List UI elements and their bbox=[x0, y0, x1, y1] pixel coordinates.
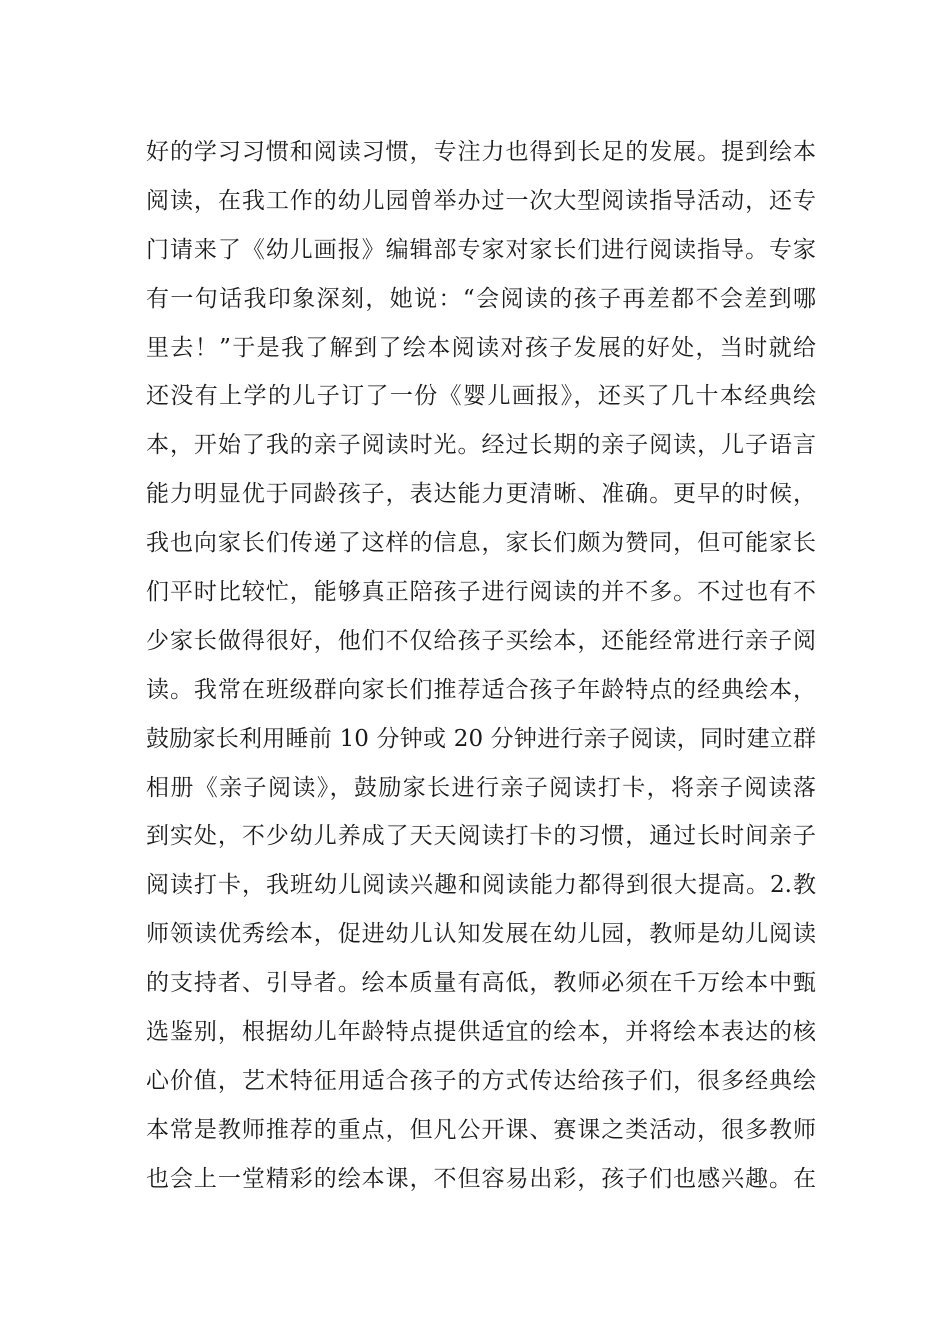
text-line: 还没有上学的儿子订了一份《婴儿画报》，还买了几十本经典绘 bbox=[146, 383, 816, 410]
text-line: 师领读优秀绘本，促进幼儿认知发展在幼儿园，教师是幼儿阅读 bbox=[146, 921, 816, 948]
text-line: 阅读打卡，我班幼儿阅读兴趣和阅读能力都得到很大提高。2.教 bbox=[146, 872, 816, 899]
body-paragraph bbox=[146, 128, 816, 1204]
text-line: 本，开始了我的亲子阅读时光。经过长期的亲子阅读，儿子语言 bbox=[146, 432, 816, 459]
text-line: 选鉴别，根据幼儿年龄特点提供适宜的绘本，并将绘本表达的核 bbox=[146, 1019, 816, 1046]
text-line: 本常是教师推荐的重点，但凡公开课、赛课之类活动，很多教师 bbox=[146, 1116, 816, 1143]
text-line: 读。我常在班级群向家长们推荐适合孩子年龄特点的经典绘本， bbox=[146, 676, 816, 703]
text-line: 门请来了《幼儿画报》编辑部专家对家长们进行阅读指导。专家 bbox=[146, 236, 816, 263]
text-line: 里去！”于是我了解到了绘本阅读对孩子发展的好处，当时就给 bbox=[146, 334, 816, 361]
text-line: 有一句话我印象深刻，她说：“会阅读的孩子再差都不会差到哪 bbox=[146, 285, 816, 312]
text-line: 们平时比较忙，能够真正陪孩子进行阅读的并不多。不过也有不 bbox=[146, 579, 816, 606]
text-line: 也会上一堂精彩的绘本课，不但容易出彩，孩子们也感兴趣。在 bbox=[146, 1165, 816, 1192]
text-line: 心价值，艺术特征用适合孩子的方式传达给孩子们，很多经典绘 bbox=[146, 1067, 816, 1094]
text-line: 到实处，不少幼儿养成了天天阅读打卡的习惯，通过长时间亲子 bbox=[146, 823, 816, 850]
text-line: 好的学习习惯和阅读习惯，专注力也得到长足的发展。提到绘本 bbox=[146, 139, 816, 165]
text-line: 的支持者、引导者。绘本质量有高低，教师必须在千万绘本中甄 bbox=[146, 970, 816, 997]
text-line: 相册《亲子阅读》，鼓励家长进行亲子阅读打卡，将亲子阅读落 bbox=[146, 774, 816, 801]
text-line: 阅读，在我工作的幼儿园曾举办过一次大型阅读指导活动，还专 bbox=[146, 187, 816, 214]
text-line: 我也向家长们传递了这样的信息，家长们颇为赞同，但可能家长 bbox=[146, 530, 816, 557]
text-line: 少家长做得很好，他们不仅给孩子买绘本，还能经常进行亲子阅 bbox=[146, 627, 816, 654]
text-line: 鼓励家长利用睡前 10 分钟或 20 分钟进行亲子阅读，同时建立群 bbox=[146, 725, 816, 752]
text-line: 能力明显优于同龄孩子，表达能力更清晰、准确。更早的时候， bbox=[146, 481, 816, 508]
